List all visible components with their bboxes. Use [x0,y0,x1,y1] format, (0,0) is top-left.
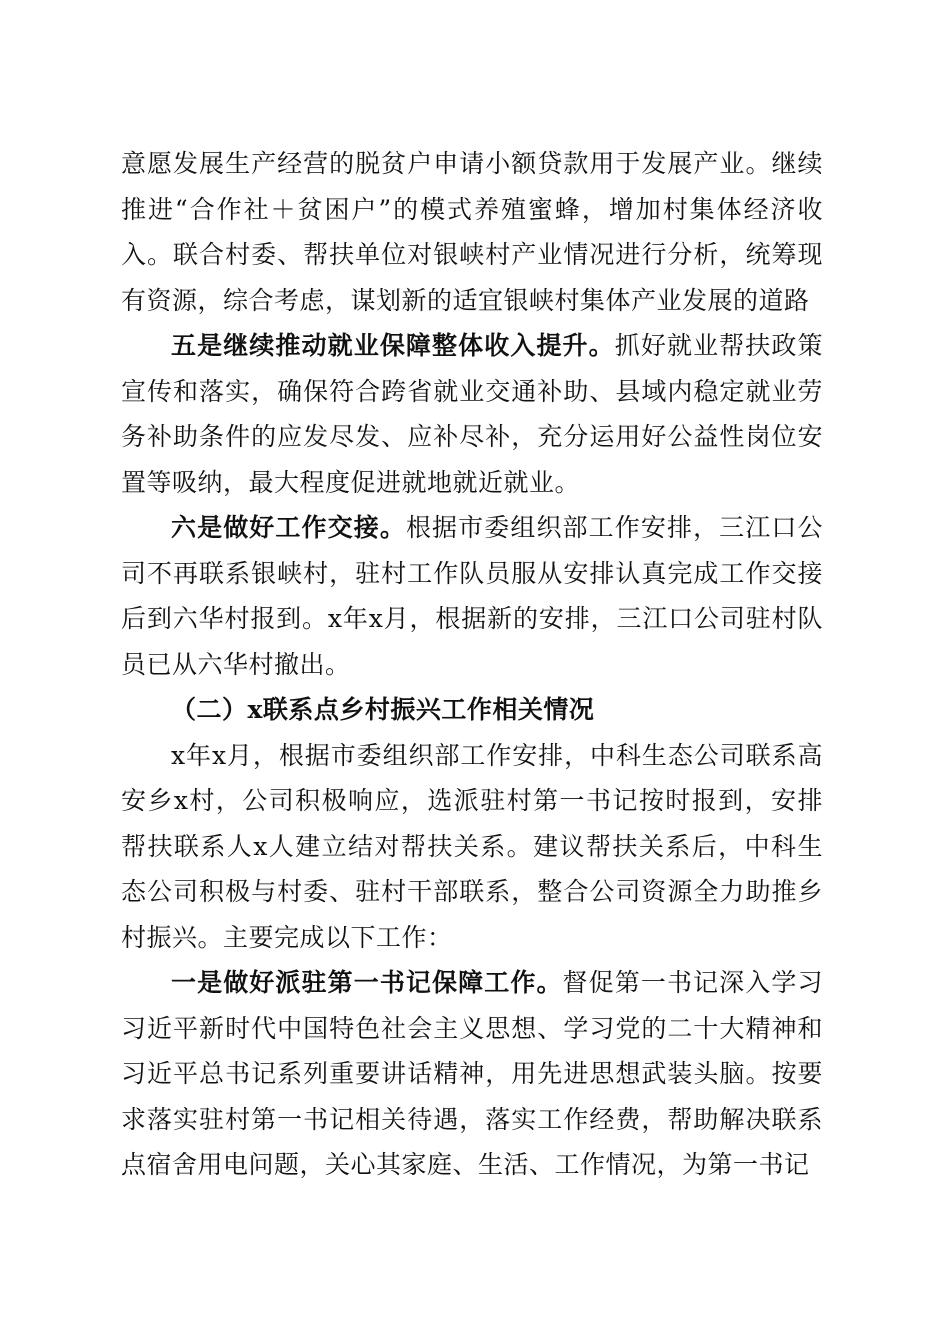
paragraph-text: 根据市委组织部工作安排，三江口公司不再联系银峡村，驻村工作队员服从安排认真完成工作交接后到六华村报到。x年x月，根据新的安排，三江口公司驻村队员已从六华村撤出。 [121,513,823,679]
paragraph-item-six [121,505,823,687]
paragraph-lead: 一是做好派驻第一书记保障工作。 [171,968,563,997]
paragraph-item-five [121,323,823,505]
document-body [121,141,823,1188]
paragraph-intro [121,733,823,961]
paragraph-text: 督促第一书记深入学习习近平新时代中国特色社会主义思想、学习党的二十大精神和习近平总书记系列重要讲话精神，用先进思想武装头脑。按要求落实驻村第一书记相关待遇，落实工作经费，帮助解决联系点宿舍用电问题，关心其家庭、生活、工作情况，为第一书记 [121,968,823,1179]
paragraph-continuation [121,141,823,323]
paragraph-item-one [121,960,823,1188]
paragraph-text: 意愿发展生产经营的脱贫户申请小额贷款用于发展产业。继续推进“合作社＋贫困户”的模式养殖蜜蜂，增加村集体经济收入。联合村委、帮扶单位对银峡村产业情况进行分析，统筹现有资源，综合考虑，谋划新的适宜银峡村集体产业发展的道路 [121,149,823,315]
paragraph-lead: 六是做好工作交接。 [171,513,406,542]
section-heading: （二）x联系点乡村振兴工作相关情况 [171,695,595,724]
paragraph-lead: 五是继续推动就业保障整体收入提升。 [171,331,615,360]
paragraph-text: 抓好就业帮扶政策宣传和落实，确保符合跨省就业交通补助、县域内稳定就业劳务补助条件的应发尽发、应补尽补，充分运用好公益性岗位安置等吸纳，最大程度促进就地就近就业。 [121,331,823,497]
paragraph-text: x年x月，根据市委组织部工作安排，中科生态公司联系高安乡x村，公司积极响应，选派驻村第一书记按时报到，安排帮扶联系人x人建立结对帮扶关系。建议帮扶关系后，中科生态公司积极与村委、驻村干部联系，整合公司资源全力助推乡村振兴。主要完成以下工作： [121,740,823,952]
